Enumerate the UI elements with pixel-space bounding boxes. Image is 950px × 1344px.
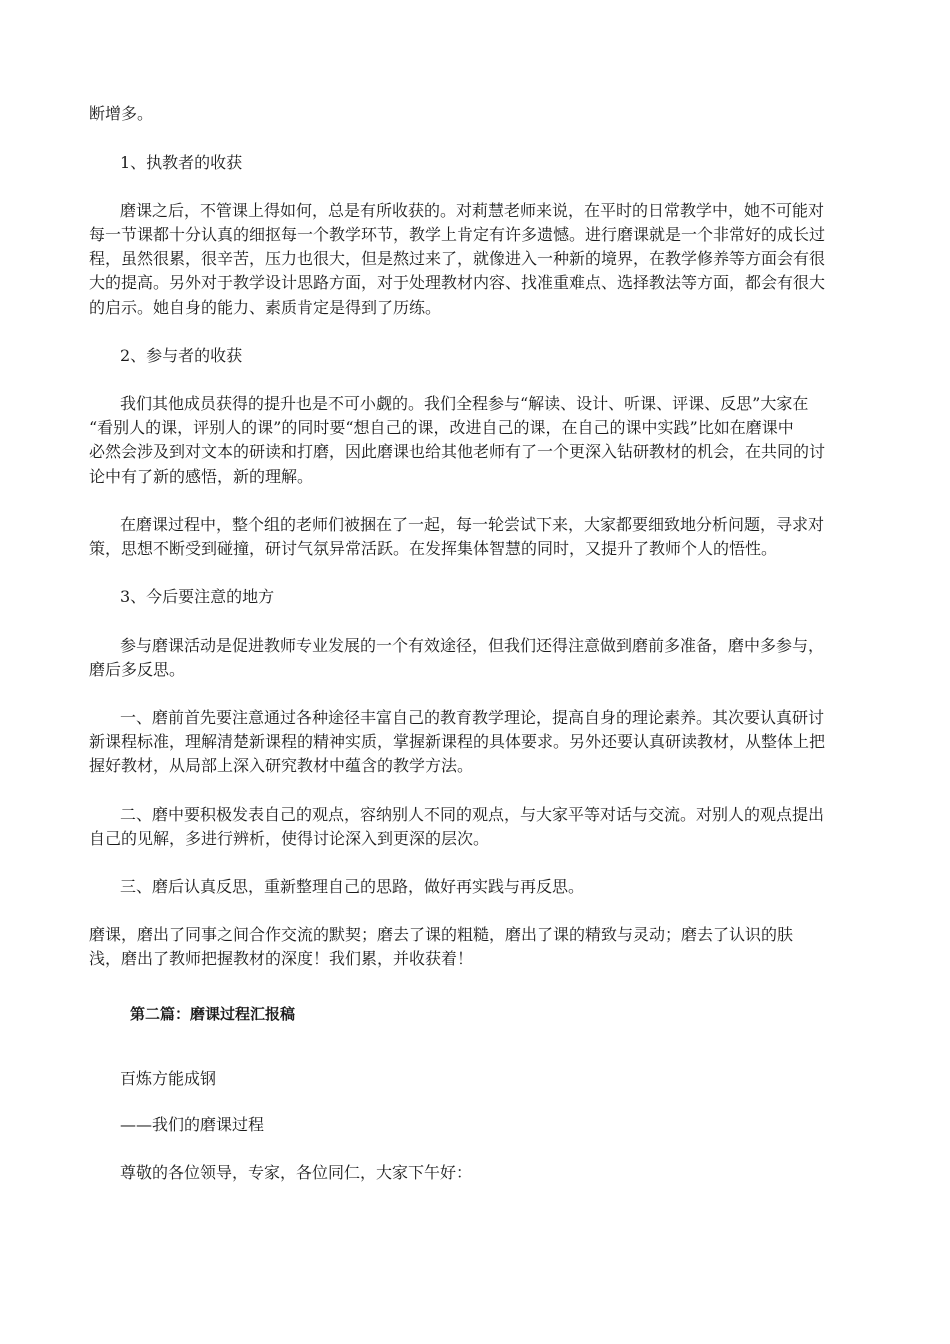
paragraph-line: 我们其他成员获得的提升也是不可小觑的。我们全程参与“解读、设计、听课、评课、反思”大家在 [120,394,809,413]
paragraph-line: 大的提高。另外对于教学设计思路方面，对于处理教材内容、找准重难点、选择教法等方面，都会有很大 [89,273,826,292]
paragraph-line: 磨课，磨出了同事之间合作交流的默契；磨去了课的粗糙，磨出了课的精致与灵动；磨去了认识的肤 [89,925,794,944]
paragraph-line: 断增多。 [89,104,154,123]
paragraph-line: 的启示。她自身的能力、素质肯定是得到了历练。 [89,298,442,317]
section-heading: 3、今后要注意的地方 [120,587,275,606]
chapter-title: 第二篇：磨课过程汇报稿 [130,1005,296,1023]
paragraph-line: “看别人的课，评别人的课”的同时要“想自己的课，改进自己的课，在自己的课中实践”比如在磨课中 [89,418,794,437]
paragraph-line: 必然会涉及到对文本的研读和打磨，因此磨课也给其他老师有了一个更深入钻研教材的机会，在共同的讨 [89,442,826,461]
paragraph-line: 三、磨后认真反思，重新整理自己的思路，做好再实践与再反思。 [120,877,585,896]
paragraph-line: 二、磨中要积极发表自己的观点，容纳别人不同的观点，与大家平等对话与交流。对别人的观点提出 [120,805,825,824]
paragraph-line: 自己的见解，多进行辨析，使得讨论深入到更深的层次。 [89,829,490,848]
paragraph-line: 磨课之后，不管课上得如何，总是有所收获的。对莉慧老师来说，在平时的日常教学中，她不可能对 [120,201,825,220]
speech-title: 百炼方能成钢 [120,1069,217,1088]
paragraph-line: 在磨课过程中，整个组的老师们被捆在了一起，每一轮尝试下来，大家都要细致地分析问题，寻求对 [120,515,825,534]
section-heading: 1、执教者的收获 [120,153,243,172]
paragraph-line: 握好教材，从局部上深入研究教材中蕴含的教学方法。 [89,756,474,775]
paragraph-line: 一、磨前首先要注意通过各种途径丰富自己的教育教学理论，提高自身的理论素养。其次要认真研讨 [120,708,825,727]
paragraph-line: 新课程标准，理解清楚新课程的精神实质，掌握新课程的具体要求。另外还要认真研读教材，从整体上把 [89,732,826,751]
speech-subtitle: ——我们的磨课过程 [120,1115,265,1134]
paragraph-line: 策，思想不断受到碰撞，研讨气氛异常活跃。在发挥集体智慧的同时，又提升了教师个人的悟性。 [89,539,778,558]
paragraph-line: 浅，磨出了教师把握教材的深度！我们累，并收获着！ [89,949,474,968]
paragraph-line: 每一节课都十分认真的细抠每一个教学环节，教学上肯定有许多遗憾。进行磨课就是一个非常好的成长过 [89,225,826,244]
paragraph-line: 磨后多反思。 [89,660,186,679]
paragraph-line: 论中有了新的感悟，新的理解。 [89,467,314,486]
speech-greeting: 尊敬的各位领导，专家，各位同仁，大家下午好： [120,1163,473,1182]
paragraph-line: 参与磨课活动是促进教师专业发展的一个有效途径，但我们还得注意做到磨前多准备，磨中多参与， [120,636,825,655]
paragraph-line: 程，虽然很累，很辛苦，压力也很大，但是熬过来了，就像进入一种新的境界，在教学修养等方面会有很 [89,249,826,268]
section-heading: 2、参与者的收获 [120,346,243,365]
